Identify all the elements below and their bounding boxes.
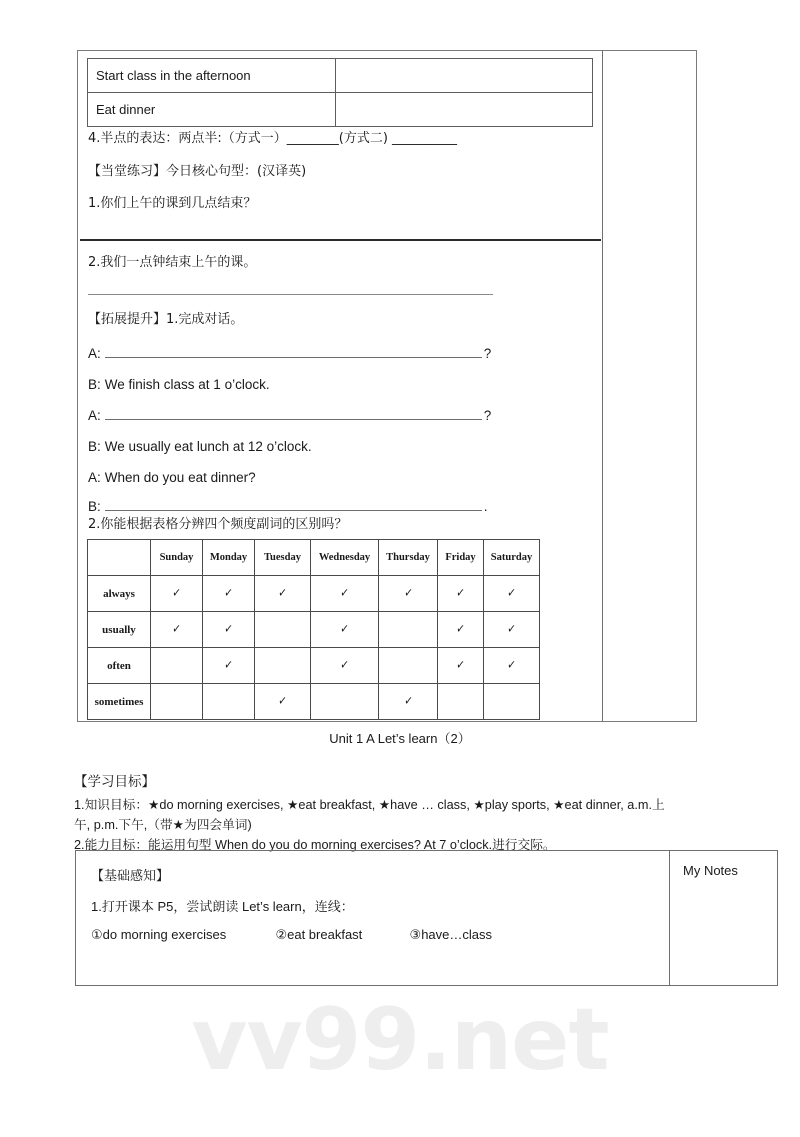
dialogue-line-4 <box>88 439 312 454</box>
freq-cell-usually-Sunday[interactable] <box>151 612 203 648</box>
answer-rule-heavy[interactable] <box>80 239 601 241</box>
freq-col-tuesday: Tuesday <box>255 540 311 576</box>
table-row <box>88 648 540 684</box>
freq-cell-always-Sunday[interactable] <box>151 576 203 612</box>
table-row <box>88 576 540 612</box>
check-icon: ✓ <box>223 657 234 674</box>
freq-cell-always-Thursday[interactable] <box>379 576 438 612</box>
dialogue-blank[interactable] <box>105 346 482 358</box>
extension-heading: 【拓展提升】1.完成对话。 <box>88 312 244 327</box>
check-icon: ✓ <box>506 621 517 638</box>
freq-cell-always-Wednesday[interactable] <box>311 576 379 612</box>
page-caption: Unit 1 A Let’s learn（2） <box>329 731 471 746</box>
table-header-row <box>88 540 540 576</box>
circled-number-icon: ② <box>275 928 288 943</box>
top-outer-right-cell[interactable] <box>603 51 696 721</box>
dialogue-line-2 <box>88 377 270 392</box>
objectives-knowledge-line-2: 午, p.m.下午,（带★为四会单词) <box>74 818 252 832</box>
dialogue-text: We finish class at 1 o’clock. <box>104 377 270 392</box>
practice-question-1: 1.你们上午的课到几点结束？ <box>88 196 257 211</box>
check-icon: ✓ <box>455 657 466 674</box>
dialogue-speaker: A: <box>88 346 101 361</box>
freq-corner-cell <box>88 540 151 576</box>
matching-item-3[interactable] <box>410 927 492 943</box>
my-notes-label: My Notes <box>683 863 738 878</box>
check-icon: ✓ <box>339 621 350 638</box>
table-row <box>88 93 593 127</box>
check-icon: ✓ <box>403 585 413 602</box>
matching-item-2-label: eat breakfast <box>287 927 363 942</box>
check-icon: ✓ <box>339 585 350 602</box>
basic-perception-heading: 【基础感知】 <box>91 868 170 883</box>
check-icon: ✓ <box>171 585 182 602</box>
matching-item-2[interactable] <box>275 927 362 943</box>
item-4-half-hour: 4.半点的表达：两点半:（方式一）________(方式二) __________ <box>88 131 458 146</box>
my-notes-cell[interactable] <box>670 851 777 985</box>
matching-items-row <box>91 927 492 943</box>
check-icon: ✓ <box>171 621 182 638</box>
freq-col-thursday: Thursday <box>379 540 438 576</box>
task-label-start-class: Start class in the afternoon <box>88 59 336 93</box>
freq-cell-often-Saturday[interactable] <box>484 648 540 684</box>
freq-cell-sometimes-Monday[interactable] <box>203 684 255 720</box>
freq-cell-sometimes-Wednesday[interactable] <box>311 684 379 720</box>
dialogue-speaker: A: <box>88 408 101 423</box>
objectives-heading: 【学习目标】 <box>74 774 155 790</box>
dialogue-line-5 <box>88 470 256 485</box>
freq-cell-often-Tuesday[interactable] <box>255 648 311 684</box>
dialogue-speaker: B: <box>88 499 101 514</box>
dialogue-endmark: . <box>483 499 488 514</box>
freq-cell-usually-Wednesday[interactable] <box>311 612 379 648</box>
freq-col-saturday: Saturday <box>484 540 540 576</box>
practice-heading: 【当堂练习】今日核心句型：(汉译英) <box>88 164 307 179</box>
freq-cell-usually-Saturday[interactable] <box>484 612 540 648</box>
top-outer-left-cell <box>78 51 603 721</box>
freq-cell-often-Friday[interactable] <box>438 648 484 684</box>
task-answer-eat-dinner[interactable] <box>336 93 593 127</box>
freq-col-monday: Monday <box>203 540 255 576</box>
circled-number-icon: ③ <box>409 928 422 943</box>
basic-perception-table <box>75 850 778 986</box>
check-icon: ✓ <box>403 693 413 710</box>
freq-cell-usually-Friday[interactable] <box>438 612 484 648</box>
matching-item-1-label: do morning exercises <box>102 927 227 942</box>
check-icon: ✓ <box>277 693 288 710</box>
check-icon: ✓ <box>339 657 350 674</box>
basic-perception-task-1: 1.打开课本 P5，尝试朗读 Let’s learn，连线： <box>91 899 354 914</box>
freq-cell-sometimes-Tuesday[interactable] <box>255 684 311 720</box>
check-icon: ✓ <box>455 585 466 602</box>
check-icon: ✓ <box>506 657 517 674</box>
dialogue-line-3 <box>88 408 491 423</box>
task-label-eat-dinner: Eat dinner <box>88 93 336 127</box>
answer-rule-light[interactable] <box>88 294 493 295</box>
freq-col-friday: Friday <box>438 540 484 576</box>
dialogue-line-6 <box>88 499 488 514</box>
freq-cell-sometimes-Saturday[interactable] <box>484 684 540 720</box>
check-icon: ✓ <box>223 621 234 638</box>
table-row <box>88 684 540 720</box>
freq-cell-often-Monday[interactable] <box>203 648 255 684</box>
dialogue-text: We usually eat lunch at 12 o’clock. <box>104 439 312 454</box>
dialogue-blank[interactable] <box>105 499 482 511</box>
practice-question-2: 2.我们一点钟结束上午的课。 <box>88 255 257 270</box>
freq-cell-sometimes-Sunday[interactable] <box>151 684 203 720</box>
dialogue-speaker: B: <box>88 439 101 454</box>
freq-cell-always-Saturday[interactable] <box>484 576 540 612</box>
freq-col-sunday: Sunday <box>151 540 203 576</box>
freq-row-label-always: always <box>88 576 151 612</box>
check-icon: ✓ <box>506 585 517 602</box>
freq-cell-usually-Tuesday[interactable] <box>255 612 311 648</box>
circled-number-icon: ① <box>91 928 103 943</box>
freq-col-wednesday: Wednesday <box>311 540 379 576</box>
frequency-adverbs-table <box>87 539 540 720</box>
freq-row-label-sometimes: sometimes <box>88 684 151 720</box>
table-row <box>88 59 593 93</box>
freq-cell-always-Monday[interactable] <box>203 576 255 612</box>
task-answer-table <box>87 58 593 127</box>
dialogue-text: When do you eat dinner? <box>104 470 256 485</box>
objectives-ability-line: 2.能力目标：能运用句型 When do you do morning exercises? At 7 o’clock.进行交际。 <box>74 838 556 852</box>
freq-cell-sometimes-Friday[interactable] <box>438 684 484 720</box>
objectives-knowledge-line-1: 1.知识目标：★do morning exercises, ★eat breakfast, ★have … class, ★play sports, ★eat dinner, a.m.上 <box>74 798 665 812</box>
check-icon: ✓ <box>277 585 288 602</box>
freq-cell-often-Thursday[interactable] <box>379 648 438 684</box>
extension-question-2: 2.你能根据表格分辨四个频度副词的区别吗？ <box>88 517 348 532</box>
freq-cell-sometimes-Thursday[interactable] <box>379 684 438 720</box>
matching-item-1[interactable] <box>91 927 226 943</box>
watermark: vv99.net <box>191 990 609 1090</box>
freq-cell-always-Tuesday[interactable] <box>255 576 311 612</box>
dialogue-endmark: ? <box>483 408 492 423</box>
basic-perception-cell <box>76 851 670 985</box>
dialogue-speaker: B: <box>88 377 101 392</box>
matching-item-3-label: have…class <box>421 927 492 942</box>
frequency-table-body <box>88 576 540 720</box>
freq-cell-usually-Monday[interactable] <box>203 612 255 648</box>
freq-cell-always-Friday[interactable] <box>438 576 484 612</box>
dialogue-endmark: ? <box>483 346 492 361</box>
freq-row-label-usually: usually <box>88 612 151 648</box>
check-icon: ✓ <box>223 585 234 602</box>
freq-cell-often-Wednesday[interactable] <box>311 648 379 684</box>
task-answer-start-class[interactable] <box>336 59 593 93</box>
table-row <box>88 612 540 648</box>
dialogue-line-1 <box>88 346 491 361</box>
freq-row-label-often: often <box>88 648 151 684</box>
check-icon: ✓ <box>455 621 466 638</box>
top-outer-table <box>77 50 697 722</box>
freq-cell-often-Sunday[interactable] <box>151 648 203 684</box>
dialogue-blank[interactable] <box>105 408 482 420</box>
freq-cell-usually-Thursday[interactable] <box>379 612 438 648</box>
dialogue-speaker: A: <box>88 470 101 485</box>
